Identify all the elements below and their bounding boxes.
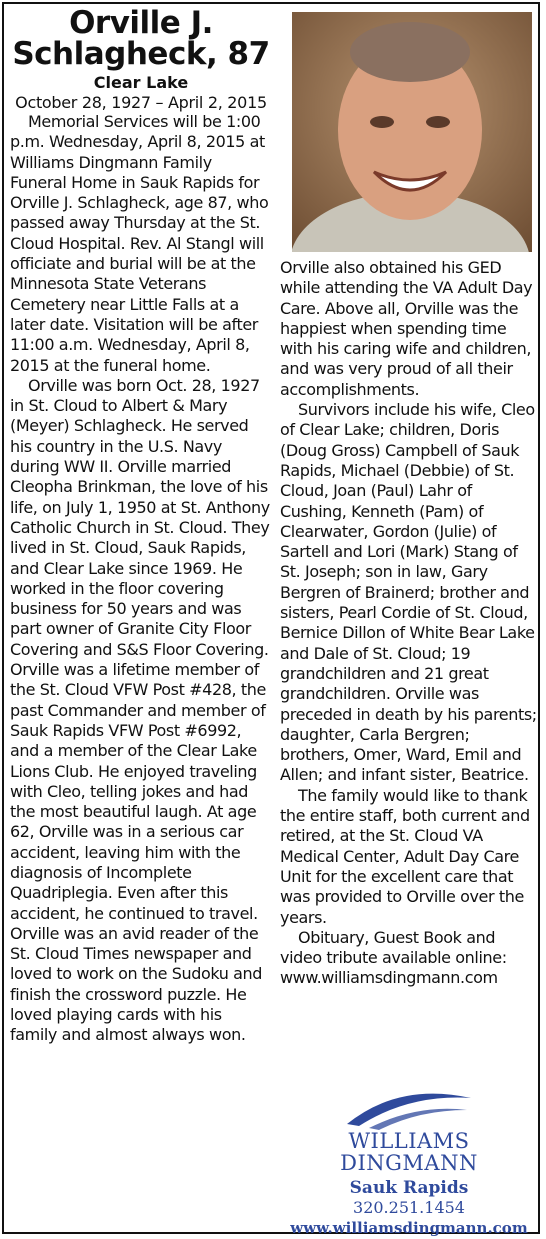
left-column [10, 5, 272, 1046]
funeral-home-logo [280, 1088, 538, 1238]
swoosh-icon [339, 1088, 479, 1130]
thanks-paragraph: The family would like to thank the entire staff, both current and retired, at the St. Cloud VA Medical Center, Adult Day Care Unit for the excellent care that was provided to Orville over the years. [280, 785, 530, 927]
survivors-paragraph: Survivors include his wife, Cleo of Clear Lake; children, Doris (Doug Gross) Campbell of Sauk Rapids, Michael (Debbie) of St. Cloud, Joan (Paul) Lahr of Cushing, Kenneth (Pam) of Clearwater, Gordon (Julie) of Sartell and Lori (Mark) Stang of St. Joseph; son in law, Gary Bergren of Brainerd; brother and sisters, Pearl Cordie of St. Cloud, Bernice Dillon of White Bear Lake and Dale of St. Cloud; 19 grandchildren and 21 great grandchildren. Orville was preceded in death by his parents; daughter, Carla Bergren; brothers, Omer, Ward, Emil and Allen; and infant sister, Beatrice. [280, 400, 537, 785]
deceased-name: Orville J. Schlagheck, 87 [12, 5, 270, 72]
funeral-home-city: Sauk Rapids [349, 1178, 469, 1198]
biography-paragraph: Orville was born Oct. 28, 1927 in St. Cloud to Albert & Mary (Meyer) Schlagheck. He served his country in the U.S. Navy during WW II. Orville married Cleopha Brinkman, the love of his life, on July 1, 1950 at St. Anthony Catholic Church in St. Cloud. They lived in St. Cloud, Sauk Rapids, and Clear Lake since 1969. He worked in the floor covering business for 50 years and was part owner of Granite City Floor Covering and S&S Floor Covering. Orville was a lifetime member of the St. Cloud VFW Post #428, the past Commander and member of Sauk Rapids VFW Post #6992, and a member of the Clear Lake Lions Club. He enjoyed traveling with Cleo, telling jokes and had the most beautiful laugh. At age 62, Orville was in a serious car accident, leaving him with the diagnosis of Incomplete Quadriplegia. Even after this accident, he continued to travel. Orville was an avid reader of the St. Cloud Times newspaper and loved to work on the Sudoku and finish the crossword puzzle. He loved playing cards with his family and almost always won. [10, 375, 270, 1045]
funeral-home-name: WILLIAMS DINGMANN [340, 1129, 478, 1175]
online-paragraph: Obituary, Guest Book and video tribute available online: www.williamsdingmann.com [280, 927, 507, 988]
right-column [280, 8, 538, 989]
funeral-home-phone: 320.251.1454 [353, 1198, 465, 1217]
life-dates: October 28, 1927 – April 2, 2015 [15, 93, 267, 112]
portrait-photo [292, 12, 532, 252]
funeral-home-website[interactable]: www.williamsdingmann.com [290, 1219, 528, 1237]
residence: Clear Lake [93, 73, 189, 92]
memorial-paragraph: Memorial Services will be 1:00 p.m. Wednesday, April 8, 2015 at Williams Dingmann Family Funeral Home in Sauk Rapids for Orville J. Schlagheck, age 87, who passed away Thursday at the St. Cloud Hospital. Rev. Al Stangl will officiate and burial will be at the Minnesota State Veterans Cemetery near Little Falls at a later date. Visitation will be after 11:00 a.m. Wednesday, April 8, 2015 at the funeral home. [10, 112, 269, 375]
ged-paragraph: Orville also obtained his GED while attending the VA Adult Day Care. Above all, Orville was the happiest when spending time with his caring wife and children, and was very proud of all their accomplishments. [280, 258, 533, 399]
